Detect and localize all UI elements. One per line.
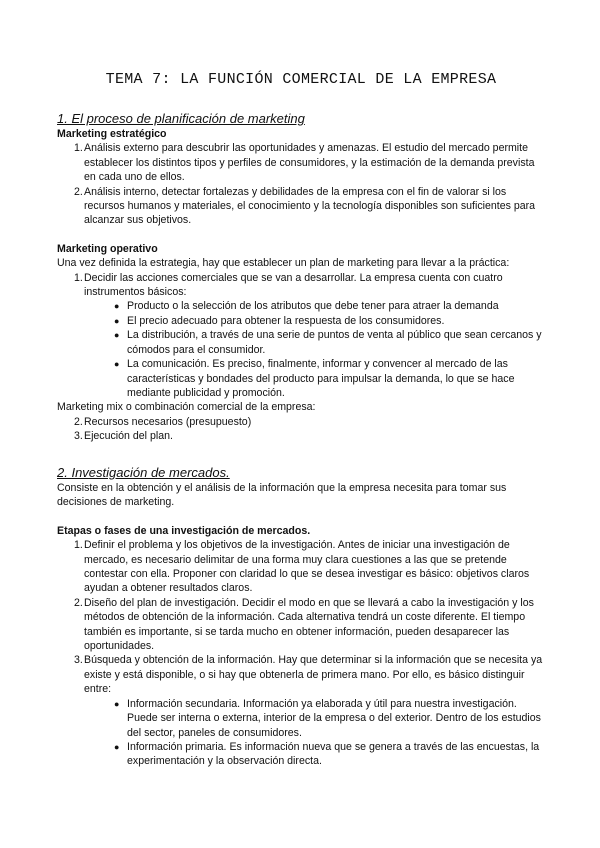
section-heading: 1. El proceso de planificación de marketing	[57, 111, 305, 126]
list-item: 1. Definir el problema y los objetivos de la investigación. Antes de iniciar una investigación de mercado, es necesario delimitar de una forma muy clara cuestiones a las que se pretende contestar con ella. Proponer con claridad lo que se desea investigar es básico: objetivos claros ayudan a obtener resultados claros.	[74, 539, 530, 595]
investigacion-intro: Consiste en la obtención y el análisis de la información que la empresa necesita para tomar sus decisiones de marketing.	[57, 482, 507, 509]
estrategico-list	[57, 141, 545, 227]
operativo-intro: Una vez definida la estrategia, hay que establecer un plan de marketing para llevar a la práctica:	[57, 257, 510, 270]
bullet-item: ● La distribución, a través de una serie de puntos de venta al público que sean cercanos y cómodos para el consumidor.	[114, 329, 542, 356]
list-item: 2. Recursos necesarios (presupuesto)	[74, 415, 252, 428]
list-item: 1. Análisis externo para descubrir las oportunidades y amenazas. El estudio del mercado permite establecer los distintos tipos y perfiles de consumidores, y la estimación de la demanda prevista en cada uno de ellos.	[74, 142, 535, 184]
list-item: 1. Decidir las acciones comerciales que se van a desarrollar. La empresa cuenta con cuatro instrumentos básicos:	[74, 271, 503, 299]
operativo-list	[57, 271, 545, 300]
subheading-estrategico: Marketing estratégico	[57, 128, 167, 140]
list-item: 3. Ejecución del plan.	[74, 430, 173, 443]
list-item: 2. Diseño del plan de investigación. Decidir el modo en que se llevará a cabo la investigación y los métodos de obtención de la información. Cada alternativa tendrá un coste diferente. El tiempo también es importante, si se tarda mucho en obtener información, pueden desaparecer las oportunidades.	[74, 596, 534, 653]
etapas-list	[57, 538, 545, 696]
instrumentos-list	[57, 299, 545, 400]
marketing-mix-line: Marketing mix o combinación comercial de la empresa:	[57, 401, 316, 414]
bullet-item: ● Producto o la selección de los atributos que debe tener para atraer la demanda	[114, 300, 499, 313]
page-title: TEMA 7: LA FUNCIÓN COMERCIAL DE LA EMPRESA	[105, 71, 497, 88]
informacion-list	[57, 697, 545, 769]
section-planificacion	[57, 111, 545, 444]
section-investigacion	[57, 465, 545, 769]
list-item: 2. Análisis interno, detectar fortalezas y debilidades de la empresa con el fin de valorar si los recursos humanos y materiales, el conocimiento y la tecnología disponibles son suficientes para alcanzar sus objetivos.	[74, 185, 536, 227]
subheading-operativo: Marketing operativo	[57, 242, 158, 255]
bullet-item: ● Información secundaria. Información ya elaborada y útil para nuestra investigación. Puede ser interna o externa, interior de la empresa o del exterior. Dentro de los estudios del sector, paneles de consumidores.	[114, 697, 541, 739]
list-item: 3. Búsqueda y obtención de la información. Hay que determinar si la información que se necesita ya existe y está disponible, o si hay que obtenerla de primera mano. Por ello, es básico distinguir entre:	[74, 654, 543, 696]
bullet-item: ● El precio adecuado para obtener la respuesta de los consumidores.	[114, 314, 445, 327]
operativo-list-cont	[57, 415, 545, 444]
bullet-item: ● La comunicación. Es preciso, finalmente, informar y convencer al mercado de las características y bondades del producto para impulsar la demanda, lo que se hace mediante publicidad y promoción.	[114, 358, 515, 399]
bullet-item: ● Información primaria. Es información nueva que se genera a través de las encuestas, la experimentación y la observación directa.	[114, 740, 540, 768]
section-heading: 2. Investigación de mercados.	[57, 465, 230, 480]
subheading-etapas: Etapas o fases de una investigación de mercados.	[57, 524, 311, 537]
